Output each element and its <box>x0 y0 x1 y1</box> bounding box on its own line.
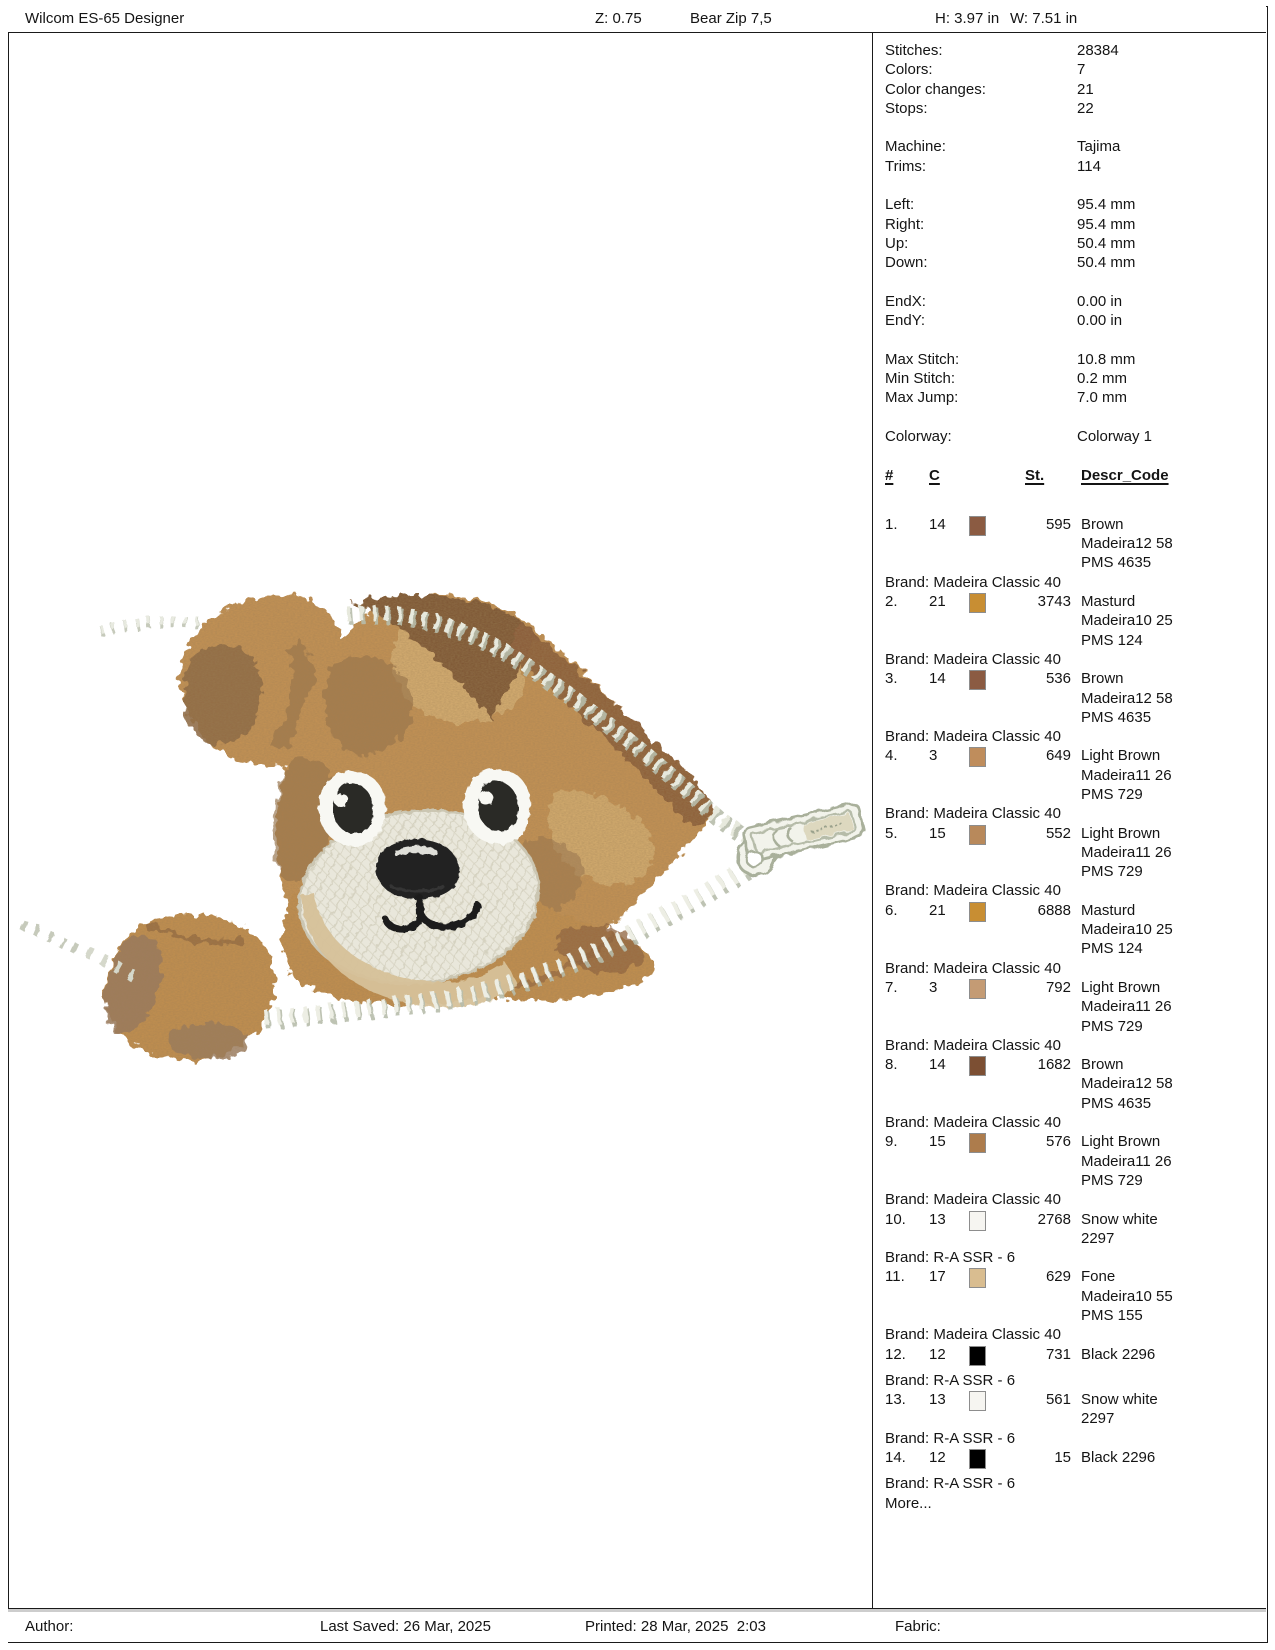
thread-description-line: Masturd <box>1081 593 1136 611</box>
thread-row <box>885 1055 1262 1113</box>
thread-color-swatch <box>969 1056 986 1076</box>
thread-color-swatch <box>969 747 986 767</box>
thread-index: 14. <box>885 1449 906 1467</box>
thread-color-swatch <box>969 1449 986 1469</box>
thread-index: 5. <box>885 824 898 842</box>
thread-needle: 3 <box>929 978 938 996</box>
thread-description <box>1071 1345 1262 1371</box>
info-value: 50.4 mm <box>1077 254 1136 272</box>
info-label: Stitches: <box>885 42 943 59</box>
thread-color-swatch <box>969 1133 986 1153</box>
thread-table-body <box>885 515 1262 1494</box>
more-indicator: More... <box>885 1494 932 1512</box>
thread-brand: Brand: Madeira Classic 40 <box>885 959 1061 977</box>
col-header-num: # <box>885 466 894 484</box>
thread-table-header <box>885 466 1262 485</box>
col-header-c: C <box>929 466 940 484</box>
thread-needle: 15 <box>929 1133 946 1151</box>
thread-description-line: PMS 124 <box>1081 631 1143 649</box>
thread-stitch-count: 6888 <box>1037 901 1071 919</box>
thread-stitch-count: 1682 <box>1037 1056 1071 1074</box>
info-value: 95.4 mm <box>1077 215 1136 233</box>
thread-description-line: Snow white <box>1081 1210 1158 1228</box>
info-line <box>885 350 1262 369</box>
thread-needle: 14 <box>929 670 946 688</box>
info-group <box>885 292 1262 331</box>
thread-stitch-count: 649 <box>1045 747 1071 765</box>
thread-row <box>885 592 1262 650</box>
info-value: 50.4 mm <box>1077 234 1136 252</box>
thread-color-swatch <box>969 979 986 999</box>
thread-description-line: Black 2296 <box>1081 1345 1156 1363</box>
thread-row <box>885 515 1262 573</box>
thread-brand: Brand: Madeira Classic 40 <box>885 1191 1061 1209</box>
thread-brand: Brand: R-A SSR - 6 <box>885 1249 1016 1267</box>
thread-stitch-count: 552 <box>1045 824 1071 842</box>
thread-index: 3. <box>885 670 898 688</box>
thread-stitch-count: 3743 <box>1037 593 1071 611</box>
thread-description <box>1071 1448 1262 1474</box>
last-saved: Last Saved: 26 Mar, 2025 <box>320 1618 491 1635</box>
info-value: 21 <box>1077 80 1094 98</box>
info-label: Color changes: <box>885 80 986 98</box>
thread-description-line: Madeira11 26 <box>1081 1152 1172 1170</box>
thread-description-line: Brown <box>1081 670 1124 688</box>
thread-description-line: Brown <box>1081 1056 1124 1074</box>
info-line <box>885 80 1262 99</box>
info-label: Down: <box>885 254 928 272</box>
thread-description <box>1071 824 1262 882</box>
design-info-panel <box>872 32 1266 1608</box>
info-line <box>885 60 1262 79</box>
thread-row <box>885 1448 1262 1474</box>
col-header-descr: Descr_Code <box>1081 466 1169 484</box>
thread-index: 12. <box>885 1345 906 1363</box>
thread-stitch-count: 561 <box>1045 1391 1071 1409</box>
info-value: Colorway 1 <box>1077 427 1153 445</box>
thread-row <box>885 1267 1262 1325</box>
info-line <box>885 311 1262 330</box>
info-value: 0.00 in <box>1077 312 1123 330</box>
info-group <box>885 427 1262 446</box>
thread-needle: 13 <box>929 1391 946 1409</box>
info-label: Trims: <box>885 157 927 175</box>
thread-description-line: Madeira12 58 <box>1081 689 1173 707</box>
info-line <box>885 137 1262 156</box>
thread-row-block <box>885 978 1262 1055</box>
info-value: 114 <box>1077 157 1101 175</box>
thread-brand: Brand: R-A SSR - 6 <box>885 1371 1016 1389</box>
thread-description <box>1071 901 1262 959</box>
thread-row-block <box>885 515 1262 592</box>
thread-row <box>885 978 1262 1036</box>
info-label: Colorway: <box>885 427 952 445</box>
thread-row-block <box>885 1267 1262 1344</box>
info-line <box>885 234 1262 253</box>
thread-description-line: PMS 729 <box>1081 785 1143 803</box>
app-title: Wilcom ES-65 Designer <box>25 10 185 27</box>
thread-color-swatch <box>969 1211 986 1231</box>
info-value: 22 <box>1077 99 1094 117</box>
thread-brand: Brand: Madeira Classic 40 <box>885 1036 1061 1054</box>
thread-stitch-count: 15 <box>1054 1449 1071 1467</box>
thread-brand: Brand: Madeira Classic 40 <box>885 650 1061 668</box>
thread-brand: Brand: Madeira Classic 40 <box>885 882 1061 900</box>
info-line <box>885 99 1262 118</box>
col-header-st: St. <box>1025 466 1045 484</box>
thread-index: 10. <box>885 1210 906 1228</box>
info-value: 10.8 mm <box>1077 350 1136 368</box>
thread-color-swatch <box>969 902 986 922</box>
thread-description <box>1071 592 1262 650</box>
thread-needle: 14 <box>929 1056 946 1074</box>
thread-description-line: 2297 <box>1081 1410 1115 1428</box>
design-width: W: 7.51 in <box>1010 10 1078 27</box>
thread-index: 1. <box>885 515 898 533</box>
thread-stitch-count: 629 <box>1045 1268 1071 1286</box>
thread-description-line: Madeira10 55 <box>1081 1287 1173 1305</box>
thread-description-line: 2297 <box>1081 1229 1115 1247</box>
thread-needle: 14 <box>929 515 946 533</box>
design-height: H: 3.97 in <box>935 10 1000 27</box>
thread-brand: Brand: R-A SSR - 6 <box>885 1429 1016 1447</box>
thread-description-line: Madeira10 25 <box>1081 612 1173 630</box>
thread-description-line: Light Brown <box>1081 747 1161 765</box>
info-label: Left: <box>885 196 915 214</box>
thread-description-line: PMS 729 <box>1081 1171 1143 1189</box>
thread-description-line: Madeira11 26 <box>1081 766 1172 784</box>
thread-index: 4. <box>885 747 898 765</box>
thread-description-line: Light Brown <box>1081 1133 1161 1151</box>
thread-description <box>1071 1390 1262 1429</box>
thread-description <box>1071 1132 1262 1190</box>
design-summary <box>885 41 1262 446</box>
thread-description <box>1071 669 1262 727</box>
info-label: EndX: <box>885 292 926 310</box>
thread-row <box>885 824 1262 882</box>
zoom-level: Z: 0.75 <box>595 10 642 27</box>
printed-date: Printed: 28 Mar, 2025 2:03 <box>585 1618 766 1635</box>
info-value: 0.00 in <box>1077 292 1123 310</box>
info-label: Max Jump: <box>885 389 959 407</box>
info-label: Min Stitch: <box>885 370 956 388</box>
thread-description-line: Brown <box>1081 515 1124 533</box>
thread-row <box>885 901 1262 959</box>
info-line <box>885 41 1262 60</box>
thread-description-line: Madeira11 26 <box>1081 998 1172 1016</box>
thread-description <box>1071 1055 1262 1113</box>
info-value: 28384 <box>1077 42 1119 59</box>
thread-index: 9. <box>885 1133 898 1151</box>
thread-description-line: Madeira10 25 <box>1081 921 1173 939</box>
thread-stitch-count: 576 <box>1045 1133 1071 1151</box>
footer-bar <box>8 1608 1266 1642</box>
thread-index: 8. <box>885 1056 898 1074</box>
thread-description-line: Masturd <box>1081 901 1136 919</box>
thread-color-swatch <box>969 516 986 536</box>
thread-description-line: Light Brown <box>1081 978 1161 996</box>
thread-row-block <box>885 669 1262 746</box>
info-line <box>885 215 1262 234</box>
thread-description-line: Madeira12 58 <box>1081 535 1173 553</box>
thread-needle: 21 <box>929 901 946 919</box>
info-value: 0.2 mm <box>1077 370 1128 388</box>
thread-brand: Brand: Madeira Classic 40 <box>885 1114 1061 1132</box>
thread-row <box>885 746 1262 804</box>
info-line <box>885 292 1262 311</box>
thread-description-line: Light Brown <box>1081 824 1161 842</box>
thread-needle: 15 <box>929 824 946 842</box>
info-line <box>885 369 1262 388</box>
thread-stitch-count: 792 <box>1045 978 1071 996</box>
info-line <box>885 253 1262 272</box>
info-line <box>885 388 1262 407</box>
thread-row-block <box>885 746 1262 823</box>
thread-row <box>885 669 1262 727</box>
author-label: Author: <box>25 1618 74 1635</box>
thread-needle: 3 <box>929 747 938 765</box>
thread-row-block <box>885 1210 1262 1268</box>
thread-brand: Brand: Madeira Classic 40 <box>885 805 1061 823</box>
thread-color-swatch <box>969 1346 986 1366</box>
info-line <box>885 157 1262 176</box>
thread-description <box>1071 1267 1262 1325</box>
thread-index: 11. <box>885 1268 905 1286</box>
thread-description-line: Madeira11 26 <box>1081 843 1172 861</box>
thread-brand: Brand: Madeira Classic 40 <box>885 573 1061 591</box>
info-label: Machine: <box>885 138 946 156</box>
info-group <box>885 195 1262 272</box>
thread-row-block <box>885 901 1262 978</box>
thread-row-block <box>885 824 1262 901</box>
info-group <box>885 350 1262 408</box>
thread-row-block <box>885 1055 1262 1132</box>
info-value: Tajima <box>1077 138 1121 156</box>
info-value: 95.4 mm <box>1077 196 1136 214</box>
thread-row-block <box>885 1448 1262 1494</box>
thread-stitch-count: 595 <box>1045 515 1071 533</box>
thread-description-line: Fone <box>1081 1268 1116 1286</box>
thread-needle: 12 <box>929 1449 946 1467</box>
thread-stitch-count: 731 <box>1045 1345 1071 1363</box>
thread-description-line: PMS 729 <box>1081 863 1143 881</box>
info-label: Up: <box>885 234 909 252</box>
thread-description <box>1071 1210 1262 1249</box>
thread-color-swatch <box>969 825 986 845</box>
thread-index: 6. <box>885 901 898 919</box>
thread-row-block <box>885 592 1262 669</box>
thread-needle: 17 <box>929 1268 946 1286</box>
thread-description-line: PMS 124 <box>1081 940 1143 958</box>
thread-color-swatch <box>969 1391 986 1411</box>
thread-brand: Brand: R-A SSR - 6 <box>885 1475 1016 1493</box>
thread-needle: 21 <box>929 593 946 611</box>
thread-description-line: Snow white <box>1081 1391 1158 1409</box>
thread-description-line: PMS 155 <box>1081 1307 1143 1324</box>
thread-needle: 13 <box>929 1210 946 1228</box>
thread-row <box>885 1132 1262 1190</box>
thread-description-line: Madeira12 58 <box>1081 1075 1173 1093</box>
thread-row-block <box>885 1390 1262 1448</box>
info-label: Colors: <box>885 61 933 79</box>
info-label: Max Stitch: <box>885 350 960 368</box>
thread-stitch-count: 2768 <box>1037 1210 1071 1228</box>
info-label: Right: <box>885 215 925 233</box>
info-group <box>885 41 1262 118</box>
thread-row <box>885 1210 1262 1249</box>
info-group <box>885 137 1262 176</box>
thread-index: 7. <box>885 978 898 996</box>
fabric-label: Fabric: <box>895 1618 941 1635</box>
thread-description <box>1071 978 1262 1036</box>
design-name: Bear Zip 7,5 <box>690 10 772 27</box>
header-bar <box>8 6 1266 33</box>
thread-row <box>885 1390 1262 1429</box>
info-label: EndY: <box>885 312 926 330</box>
thread-brand: Brand: Madeira Classic 40 <box>885 1326 1061 1344</box>
thread-description-line: Black 2296 <box>1081 1449 1156 1467</box>
info-value: 7.0 mm <box>1077 389 1128 407</box>
thread-description <box>1071 746 1262 804</box>
thread-description-line: PMS 4635 <box>1081 708 1152 726</box>
thread-index: 2. <box>885 593 898 611</box>
thread-color-swatch <box>969 1268 986 1288</box>
thread-description-line: PMS 4635 <box>1081 554 1152 572</box>
thread-row <box>885 1345 1262 1371</box>
thread-description <box>1071 515 1262 573</box>
thread-brand: Brand: Madeira Classic 40 <box>885 728 1061 746</box>
info-label: Stops: <box>885 99 928 117</box>
info-value: 7 <box>1077 61 1086 79</box>
thread-description-line: PMS 729 <box>1081 1017 1143 1035</box>
thread-index: 13. <box>885 1391 906 1409</box>
info-line <box>885 195 1262 214</box>
thread-row-block <box>885 1345 1262 1391</box>
thread-color-swatch <box>969 593 986 613</box>
thread-stitch-count: 536 <box>1045 670 1071 688</box>
thread-row-block <box>885 1132 1262 1209</box>
info-line <box>885 427 1262 446</box>
thread-color-swatch <box>969 670 986 690</box>
thread-needle: 12 <box>929 1345 946 1363</box>
thread-description-line: PMS 4635 <box>1081 1094 1152 1112</box>
